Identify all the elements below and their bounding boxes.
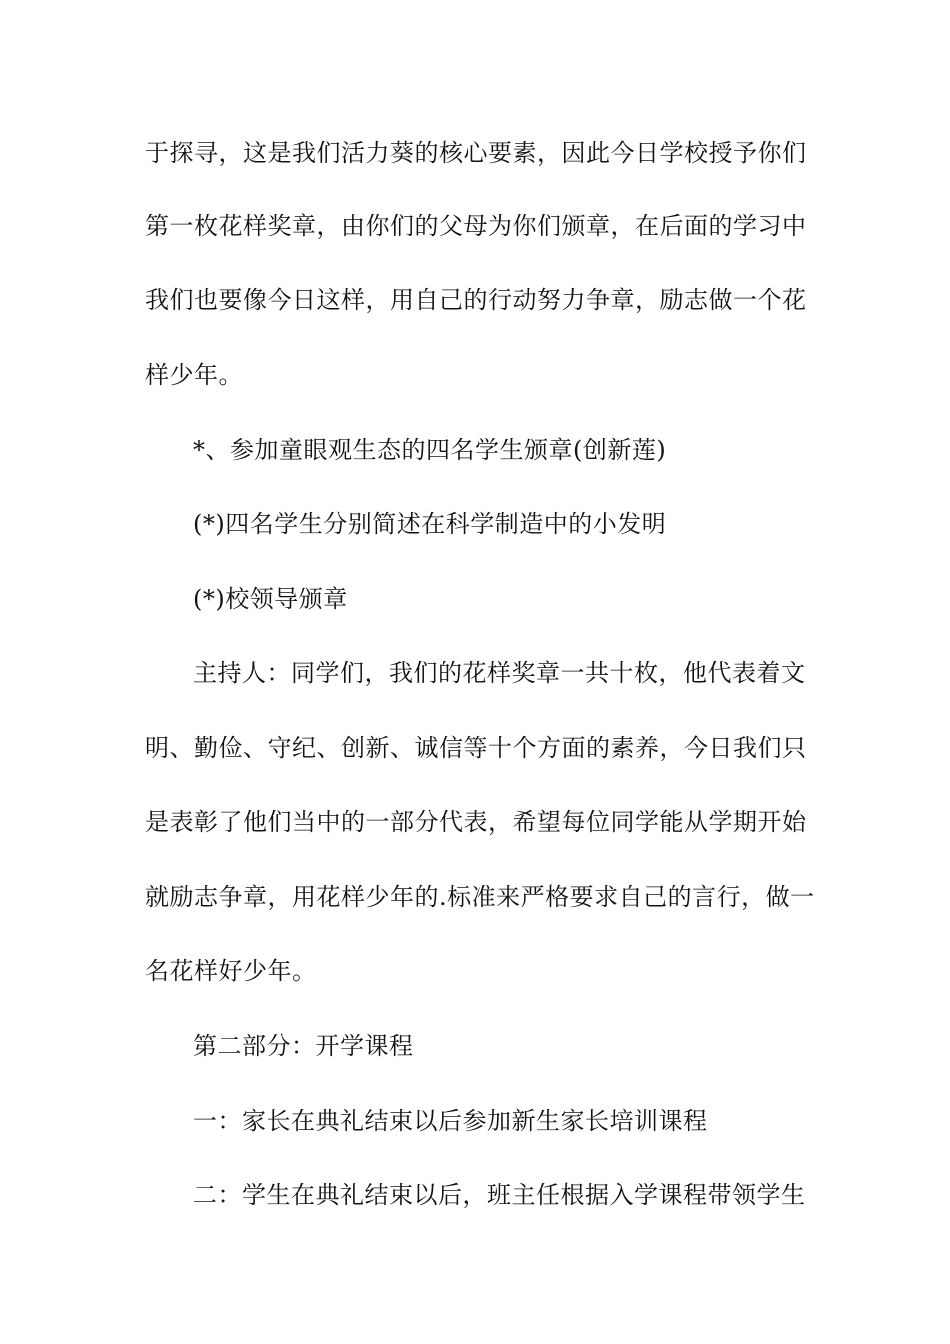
- list-item: 一：家长在典礼结束以后参加新生家长培训课程: [193, 1107, 708, 1135]
- paragraph-line: 名花样好少年。: [145, 957, 317, 985]
- list-item: (*)校领导颁章: [193, 585, 348, 613]
- list-item: 二：学生在典礼结束以后，班主任根据入学课程带领学生: [193, 1181, 806, 1209]
- paragraph-line: 明、勤俭、守纪、创新、诚信等十个方面的素养，今日我们只: [145, 734, 807, 762]
- paragraph-line: 主持人：同学们，我们的花样奖章一共十枚，他代表着文: [193, 659, 806, 687]
- paragraph-line: 第一枚花样奖章，由你们的父母为你们颁章，在后面的学习中: [145, 212, 807, 240]
- list-item: (*)四名学生分别简述在科学制造中的小发明: [193, 510, 667, 538]
- paragraph-line: 是表彰了他们当中的一部分代表，希望每位同学能从学期开始: [145, 808, 807, 836]
- paragraph-line: 样少年。: [145, 361, 243, 389]
- paragraph-line: 于探寻，这是我们活力葵的核心要素，因此今日学校授予你们: [145, 139, 807, 167]
- list-item: *、参加童眼观生态的四名学生颁章(创新莲): [193, 436, 667, 464]
- paragraph-line: 我们也要像今日这样，用自己的行动努力争章，励志做一个花: [145, 286, 807, 314]
- paragraph-line: 就励志争章，用花样少年的.标准来严格要求自己的言行，做一: [145, 883, 815, 911]
- section-heading: 第二部分：开学课程: [193, 1032, 414, 1060]
